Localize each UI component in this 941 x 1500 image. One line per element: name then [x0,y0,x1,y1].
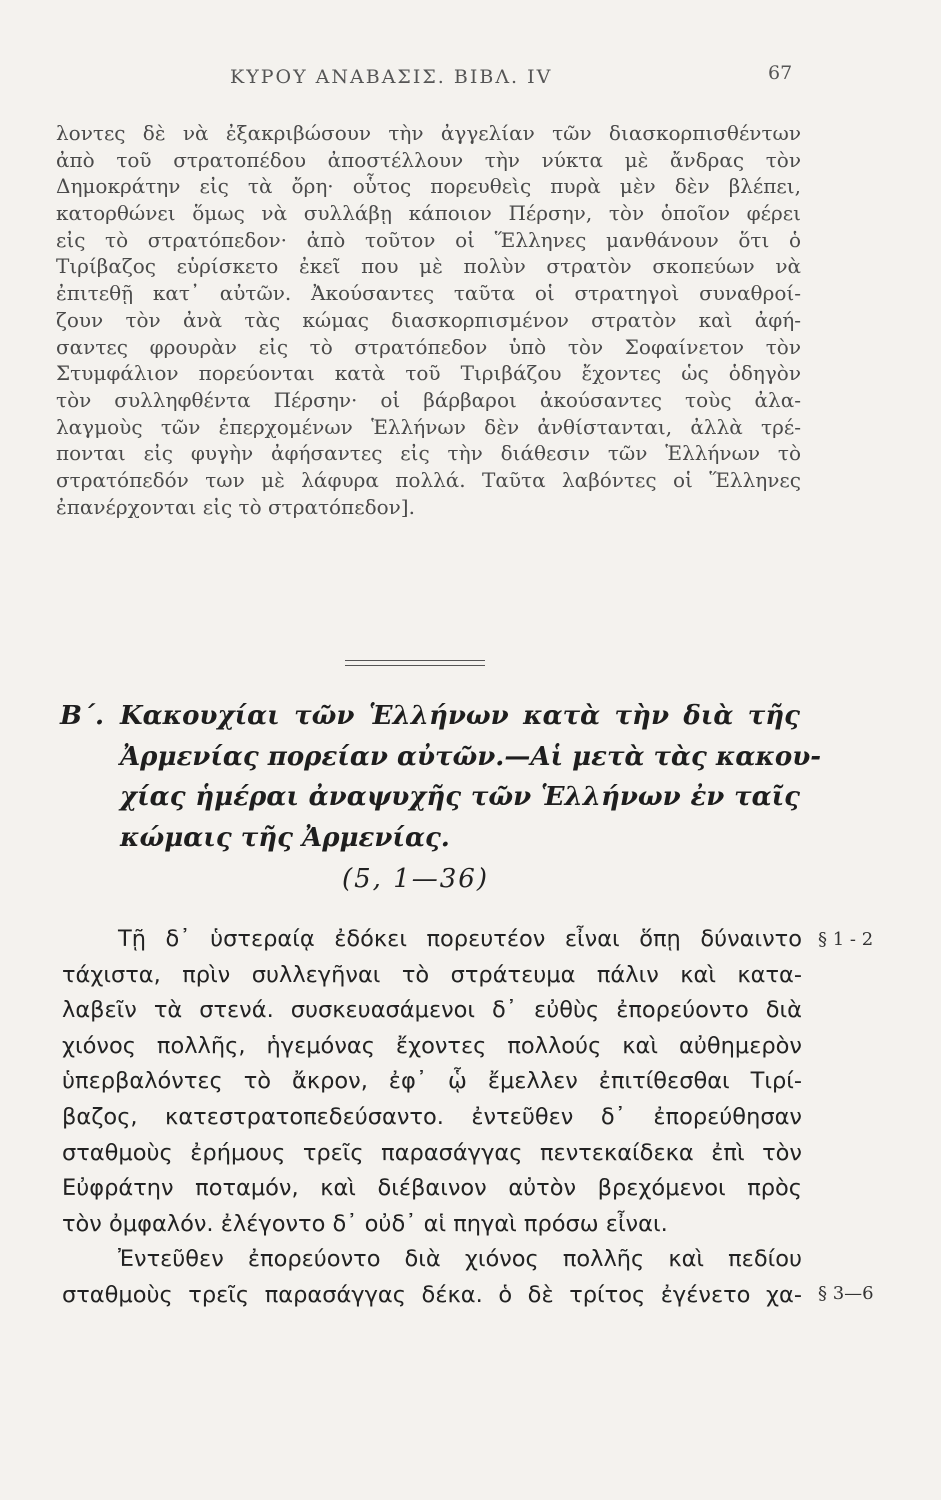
summary-line: κατορθώνει ὅμως νὰ συλλάβῃ κάποιον Πέρσην, τὸν ὁποῖον φέρει [56,201,801,226]
heading-line: κώμαις τῆς Ἀρμενίας. [120,822,450,853]
text-line: σταθμοὺς ἐρήμους τρεῖς παρασάγγας πεντεκαίδεκα ἐπὶ τὸν [62,1139,802,1166]
summary-line: ἐπανέρχονται εἰς τὸ στρατόπεδον]. [56,494,415,519]
summary-line: ζουν τὸν ἀνὰ τὰς κώμας διασκορπισμένον στρατὸν καὶ ἀφή- [56,307,801,332]
summary-line: Τιρίβαζος εὑρίσκετο ἐκεῖ που μὲ πολὺν στρατὸν σκοπεύων νὰ [56,254,801,279]
summary-line: πονται εἰς φυγὴν ἀφήσαντες εἰς τὴν διάθεσιν τῶν Ἑλλήνων τὸ [56,441,801,466]
running-head: ΚΥΡΟΥ ΑΝΑΒΑΣΙΣ. ΒΙΒΛ. IV [230,66,553,88]
summary-line: ἐπιτεθῇ κατ᾽ αὐτῶν. Ἀκούσαντες ταῦτα οἱ στρατηγοὶ συναθροί- [56,281,801,306]
heading-line: Ἀρμενίας πορείαν αὐτῶν.—Αἱ μετὰ τὰς κακου- [120,741,822,772]
summary-line: σαντες φρουρὰν εἰς τὸ στρατόπεδον ὑπὸ τὸν Σοφαίνετον τὸν [56,334,801,359]
summary-line: εἰς τὸ στρατόπεδον· ἀπὸ τοῦτον οἱ Ἕλληνες μανθάνουν ὅτι ὁ [56,227,801,252]
text-line: σταθμοὺς τρεῖς παρασάγγας δέκα. ὁ δὲ τρίτος ἐγένετο χα- [62,1281,802,1308]
summary-line: ἀπὸ τοῦ στρατοπέδου ἀποστέλλουν τὴν νύκτα μὲ ἄνδρας τὸν [56,147,801,172]
heading-line: χίας ἡμέραι ἀναψυχῆς τῶν Ἑλλήνων ἐν ταῖς [120,782,800,812]
summary-paragraph [56,120,801,520]
section-divider [345,660,485,666]
text-line: λαβεῖν τὰ στενά. συσκευασάμενοι δ᾽ εὐθὺς ἐπορεύοντο διὰ [62,997,802,1024]
heading-line: Κακουχίαι τῶν Ἑλλήνων κατὰ τὴν διὰ τῆς [120,701,800,731]
text-line: Τῇ δ᾽ ὑστεραίᾳ ἐδόκει πορευτέον εἶναι ὅπῃ δύναιντο [118,926,802,952]
section-heading [60,696,822,858]
text-line: ὑπερβαλόντες τὸ ἄκρον, ἐφ᾽ ᾧ ἔμελλεν ἐπιτίθεσθαι Τιρί- [62,1068,802,1095]
greek-text [62,922,802,1314]
text-line: βαζος, κατεστρατοπεδεύσαντο. ἐντεῦθεν δ᾽ ἐπορεύθησαν [62,1103,802,1130]
page-number: 67 [768,62,793,84]
section-numeral: Β΄. [60,701,105,731]
summary-line: λοντες δὲ νὰ ἐξακριβώσουν τὴν ἀγγελίαν τῶν διασκορπισθέντων [56,121,801,145]
section-reference: (5, 1—36) [342,864,489,894]
text-line: τάχιστα, πρὶν συλλεγῆναι τὸ στράτευμα πάλιν καὶ κατα- [62,961,802,988]
text-line: τὸν ὀμφαλόν. ἐλέγοντο δ᾽ οὐδ᾽ αἱ πηγαὶ πρόσω εἶναι. [62,1210,668,1237]
summary-line: Δημοκράτην εἰς τὰ ὄρη· οὗτος πορευθεὶς πυρὰ μὲν δὲν βλέπει, [56,174,801,199]
margin-note: § 1 - 2 [818,929,874,950]
summary-line: τὸν συλληφθέντα Πέρσην· οἱ βάρβαροι ἀκούσαντες τοὺς ἀλα- [56,387,801,412]
summary-line: στρατόπεδόν των μὲ λάφυρα πολλά. Ταῦτα λαβόντες οἱ Ἕλληνες [56,467,801,492]
margin-note: § 3—6 [818,1283,874,1304]
text-line: Ἐντεῦθεν ἐπορεύοντο διὰ χιόνος πολλῆς καὶ πεδίου [118,1246,802,1273]
text-line: Εὐφράτην ποταμόν, καὶ διέβαινον αὐτὸν βρεχόμενοι πρὸς [62,1175,802,1202]
summary-line: λαγμοὺς τῶν ἐπερχομένων Ἑλλήνων δὲν ἀνθίστανται, ἀλλὰ τρέ- [56,414,801,439]
text-line: χιόνος πολλῆς, ἡγεμόνας ἔχοντες πολλούς καὶ αὐθημερὸν [62,1032,802,1059]
summary-line: Στυμφάλιον πορεύονται κατὰ τοῦ Τιριβάζου ἔχοντες ὡς ὁδηγὸν [56,361,801,386]
